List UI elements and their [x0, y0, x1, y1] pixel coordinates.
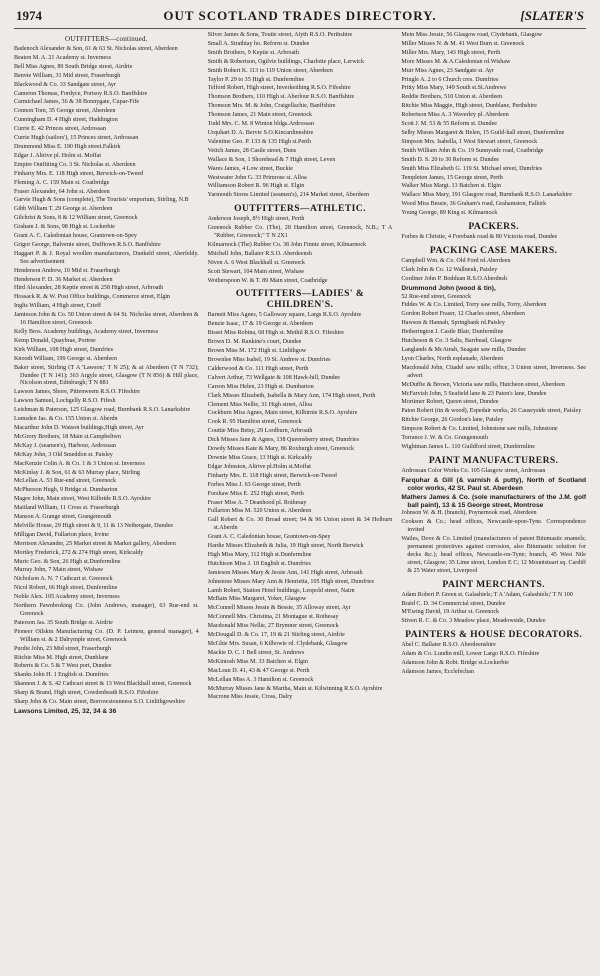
directory-entry: Pringle A. 2 to 6 Church cres. Dumfries: [401, 76, 499, 83]
directory-entry: Kilmarnock (The) Rubber Co. 38 John Finnie street, Kilmarnock: [207, 241, 367, 248]
directory-entry: Campbell Wm. & Co. Old Ford rd.Aberdeen: [401, 257, 511, 264]
directory-entry: Finharty Mrs. E. 118 High street, Berwick-on-Tweed: [207, 472, 337, 479]
directory-entry: Fraser Miss A. 7 Deanhood pl. Rothesay: [207, 499, 307, 506]
directory-entry: Macdonald John, Citadel saw mills; office, 3 Union street, Inverness. See advert: [401, 364, 587, 379]
directory-entry: Hetherington J. Castle Blair, Dunfermline: [401, 329, 504, 336]
directory-entry: High Miss Mary, 112 High st.Dunfermline: [207, 551, 312, 558]
directory-entry: Urquhart D. A. Bervie S.O.Kincardineshire: [207, 129, 314, 136]
directory-entry: Lawson James, Shore, Pittenweem R.S.O. Fifeshire: [14, 389, 140, 396]
directory-entry: Baker street, Stirling (T A 'Lawson;' T N 25); & at Aberdeen (T N 732); Dundee (T N 141); 363 Argyle street, Glasgow (T N 856) & Hill place, Nicolson street, Edinburgh; T N 881: [14, 364, 199, 387]
directory-entry: Badenoch Alexander & Son, 61 & 63 St. Nicholas street, Aberdeen: [14, 46, 178, 52]
directory-entry: Thomson James, 21 Main street, Greenock: [207, 112, 313, 119]
directory-entry: Jamieson John & Co. 50 Union street & 64 St. Nicholas street, Aberdeen & 16 Hamilton street, Greenock: [14, 312, 199, 327]
directory-entry: Kirk William, 108 High street, Dumfries: [14, 346, 113, 353]
section-heading: PAINTERS & HOUSE DECORATORS.: [405, 629, 583, 641]
directory-entry: Bisset Miss Robina, 68 High st. Methil R.S.O. Fifeshire: [207, 330, 344, 337]
directory-entry: Abel C. Ballater R.S.O. Aberdeenshire: [401, 642, 496, 649]
directory-entry: M'Ewing David, 19 Arthur st. Greenock: [401, 609, 500, 616]
directory-entry: MacKenzie Colin A. & Co. 1 & 3 Union st. Inverness: [14, 460, 145, 467]
directory-entry: Paton Robert (tin & wood), Espedair works, 26 Causeyside street, Paisley: [401, 408, 582, 415]
directory-entry: Milligan David, Fullarton place, Irvine: [14, 531, 109, 538]
directory-entry: Ritchie George, 26 Gordon's lane, Paisley: [401, 417, 504, 424]
directory-entry: McMurray Misses Jane & Martha, Main st. Kilwinning R.S.O. Ayrshire: [207, 685, 383, 692]
directory-entry: McDougall D. & Co. 17, 19 & 21 Stirling street, Airdrie: [207, 632, 345, 639]
directory-entry: Cameron Thomas, Fordyce, Portsoy R.S.O. Banffshire: [14, 90, 148, 97]
directory-entry: Henderson F. D. 36 Market st. Aberdeen: [14, 276, 113, 283]
directory-entry: Ritchie Miss M. High street, Dunblane: [14, 654, 109, 661]
directory-entry: Mortimer Robert, Queen street, Dundee: [401, 399, 499, 406]
directory-entry: Barnett Miss Agnes, 5 Galloway square, Largs R.S.O. Ayrshire: [207, 312, 362, 319]
directory-entry: Templeton James, 15 George street, Perth: [401, 174, 503, 181]
directory-entry: Wallace Miss Mary, 191 Glasgow road, Burnbank R.S.O. Lanarkshire: [401, 192, 572, 199]
directory-entry: Beaton M. A. 21 Academy st. Inverness: [14, 54, 111, 61]
directory-entry: Drummond Miss E. 190 High street.Falkirk: [14, 143, 121, 150]
directory-entry: McKay J. (seamen's), Harbour, Ardrossan: [14, 442, 116, 449]
directory-column: [14, 32, 199, 970]
directory-entry: Cook R. 95 Hamilton street, Greenock: [207, 419, 302, 426]
directory-entry: Clark Misses Elizabeth, Isabella & Mary Ann, 174 High street, Perth: [207, 392, 376, 399]
directory-column: [208, 32, 393, 970]
directory-entry: Edgar Johnston, Altrive pl.Holm st.Moffat: [207, 463, 311, 470]
directory-entry: Forbes & Christie, 4 Forebank road & 80 Victoria road, Dundee: [401, 234, 558, 241]
directory-entry: Gordon Robert Fraser, 12 Charles street, Aberdeen: [401, 311, 525, 318]
directory-entry: Muir Miss Agnes, 23 Sandgate st. Ayr: [401, 67, 494, 74]
directory-entry: Pritty Miss Mary, 149 South st.St.Andrews: [401, 85, 507, 92]
directory-entry: Sharp John & Co. Main street, Borrowstounness S.O. Linlithgowshire: [14, 699, 185, 706]
directory-entry: Adamson John & Robt. Bridge st.Lockerbie: [401, 660, 509, 667]
directory-entry: Graham J. & Sons, 98 High st. Lockerbie: [14, 224, 115, 231]
highlighted-entry: Lawsons Limited, 25, 32, 34 & 36: [14, 707, 117, 715]
directory-entry: McPherson Hugh, 9 Bridge st. Dumbarton: [14, 487, 118, 494]
directory-entry: Noble Alex. 105 Academy street, Inverness: [14, 594, 120, 601]
directory-entry: Small A. Strathtay ho. Reform st. Dundee: [207, 40, 310, 47]
directory-entry: Wailes, Dove & Co. Limited (manufacturers of patent Bitumastic enamels; permanent protectives against corrosion, also Bitumastic solution for decks &c.); head offices, Newcastle-on-Tyne; branch, 45 West Nile street, Glasgow; 35 Lime street, London E C; 12 Mountstuart sq. Cardiff & 25 Water street, Liverpool: [401, 536, 587, 574]
directory-entry: Fraser Alexander, 64 John st. Aberdeen: [14, 188, 110, 195]
directory-entry: McLellan A. 53 Rue-end street, Greenock: [14, 478, 117, 485]
directory-entry: Wotherspoon W. & T. 89 Main street, Coatbridge: [207, 277, 328, 284]
directory-entry: Maitland William, 11 Cross st. Fraserburgh: [14, 505, 120, 512]
section-heading: PAINT MERCHANTS.: [442, 578, 545, 590]
directory-entry: Reddie Brothers, 510 Union st. Aberdeen: [401, 94, 503, 101]
directory-entry: Johnson W. & H. (branch), Poynernook road, Aberdeen: [401, 510, 537, 517]
directory-entry: Clement Miss Nellie, 31 High street, Alloa: [207, 401, 312, 408]
section-heading: PAINT MANUFACTURERS.: [428, 454, 559, 466]
directory-entry: Grant A. C. Caledonian house, Grantown-on-Spey: [207, 534, 331, 541]
directory-entry: Mortley Frederick, 272 & 274 High street, Kirkcaldy: [14, 549, 144, 556]
directory-entry: Mackie D. C. 1 Bell street, St. Andrews: [207, 649, 305, 656]
directory-entry: Nicol Robert, 66 High street, Dunfermline: [14, 585, 118, 592]
directory-entry: Jamieson Misses Mary & Jessie Ann, 141 High street, Arbroath: [207, 569, 363, 576]
directory-entry: Selby Misses Margaret & Helen, 15 Guild-hall street, Dunfermline: [401, 129, 565, 136]
directory-entry: Hossack R. & W. Post Office buildings, Commerce street, Elgin: [14, 294, 171, 301]
directory-entry: Smith Miss Elizabeth G. 119 St. Michael street, Dumfries: [401, 165, 543, 172]
directory-entry: Wares James, 4 Low street, Buckie: [207, 165, 293, 172]
page-number: 1974: [16, 8, 42, 23]
directory-entry: Scott Stewart, 104 Main street, Wishaw: [207, 268, 305, 275]
directory-entry: Downie Miss Grace, 13 High st. Kirkcaldy: [207, 454, 313, 461]
directory-entry: Simpson Mrs. Isabella, 1 West Stewart street, Greenock: [401, 138, 538, 145]
directory-entry: Northern Pawnbroking Co. (John Andrews, manager), 63 Rue-end st. Greenock: [14, 603, 199, 617]
directory-entry: Grigor George, Balvenie street, Dufftown R.S.O. Banffshire: [14, 241, 161, 248]
directory-entry: Young George, 89 King st. Kilmarnock: [401, 210, 498, 217]
directory-entry: Miller Mrs. Mary, 143 High street, Perth: [401, 49, 501, 56]
directory-entry: Lyon Charles, North esplanade, Aberdeen: [401, 355, 504, 362]
directory-entry: Silver James & Sons, Toutie street, Alyth R.S.O. Perthshire: [207, 32, 353, 38]
directory-entry: Taylor P. 29 to 35 High st. Dunfermline: [207, 76, 305, 83]
directory-entry: Nicholson A. N. 7 Cathcart st. Greenock: [14, 576, 113, 583]
directory-entry: Brownlee Miss Isabel, 19 St. Andrew st. Dumfries: [207, 357, 331, 363]
directory-entry: Hutcheson & Co. 3 Salts, Barrhead, Glasgow: [401, 338, 512, 345]
directory-entry: Brown D. M. Rankine's court, Dundee: [207, 339, 302, 346]
directory-entry: Cookson & Co.; head offices, Newcastle-upon-Tyne. Correspondence invited: [401, 519, 587, 534]
directory-entry: Langlands & McAinsh, Seagate saw mills, Dundee: [401, 347, 526, 353]
section-heading: OUTFITTERS—ATHLETIC.: [234, 203, 366, 215]
directory-entry: Inglis William, 4 High street, Crieff: [14, 303, 102, 310]
section-heading: OUTFITTERS—continued.: [65, 35, 148, 43]
directory-entry: Dowdy Misses Kate & Mary, 86 Roxburgh street, Greenock: [207, 446, 355, 453]
directory-entry: McLellan Miss A. 3 Hamilton st. Greenock: [207, 676, 314, 683]
directory-entry: Greenock Rubber Co. (The), 28 Hamilton street, Greenock, N.B.; T A "Rubber, Greenock;" T N 2X1: [207, 225, 393, 240]
directory-entry: Braid C. D. 34 Commercial street, Dundee: [401, 600, 506, 607]
directory-entry: Macarthur John D. Watson buildings,High street, Ayr: [14, 424, 144, 431]
directory-entry: Mein Miss Jessie, 56 Glasgow road, Clydebank, Glasgow: [401, 32, 543, 38]
directory-entry: Sharp & Brand, High street, Cowdenbeath R.S.O. Fifeshire: [14, 690, 159, 697]
section-heading: PACKERS.: [468, 221, 520, 233]
directory-entry: Roberts & Co. 5 & 7 West port, Dundee: [14, 663, 112, 670]
directory-entry: Blackwood & Co. 33 Sandgate street, Ayr: [14, 81, 117, 88]
directory-entry: Lumsden Jas. & Co. 155 Union st. Aberdn: [14, 416, 118, 423]
directory-entry: Shanks John H. 1 English st. Dumfries: [14, 672, 109, 679]
directory-entry: Smith William John & Co. 19 Sunnyside road, Coatbridge: [401, 147, 544, 154]
directory-entry: Forbes Miss J. 63 George street, Perth: [207, 481, 301, 488]
directory-entry: Walker Miss Margt. 13 Batchen st. Elgin: [401, 183, 501, 190]
directory-entry: Cockburn Miss Agnes, Main street, Kilbirnie R.S.O. Ayrshire: [207, 410, 358, 417]
directory-entry: Kemp Donald, Quaybrae, Portree: [14, 337, 96, 344]
directory-entry: Robertson Miss A. 3 Waverley pl. Aberdeen: [401, 112, 509, 119]
directory-entry: Johnstone Misses Mary Ann & Henrietta, 105 High street, Dumfries: [207, 578, 375, 585]
directory-entry: Stiven R. C. & Co. 3 Meadow place, Meadowside, Dundee: [401, 618, 546, 625]
directory-entry: Haggart P. & J. Royal woollen manufacturers, Dunkeld street, Aberfeldy. See advertisement: [14, 250, 199, 265]
directory-entry: Currie E. 42 Princes street, Ardrossan: [14, 126, 106, 133]
directory-entry: Brown Miss M. 172 High st. Linlithgow: [207, 348, 307, 355]
directory-entry: Manson A. Grange street, Grangemouth: [14, 514, 112, 521]
directory-entry: Melville House, 29 High street & 9, 11 & 13 Nethergate, Dundee: [14, 522, 174, 529]
directory-entry: Kelly Bros. Academy buildings, Academy street, Inverness: [14, 329, 159, 335]
directory-entry: Smith Robert K. 113 to 119 Union street, Aberdeen: [207, 67, 333, 74]
directory-entry: Macdonald Miss Nellie, 27 Brymner street, Greenock: [207, 623, 339, 630]
directory-entry: Hird Alexander, 28 Keptie street & 258 High street, Arbroath: [14, 285, 164, 292]
directory-entry: Veitch James, 28 Castle street, Duns: [207, 147, 297, 154]
directory-entry: Knoodt William, 199 George st. Aberdeen: [14, 355, 117, 362]
directory-entry: Cordiner John P. Bodduan R.S.O.Aberdnsh: [401, 275, 507, 282]
directory-entry: McGhie Mrs. Susan, 6 Kilbowie rd. Clydebank, Glasgow: [207, 641, 348, 647]
directory-entry: Ardrossan Color Works Co. 105 Glasgow street, Ardrossan: [401, 467, 546, 474]
directory-entry: Lawson Samuel, Lochgelly R.S.O. Fifesh: [14, 398, 116, 405]
directory-entry: Paterson Jas. 35 South Bridge st. Airdrie: [14, 619, 113, 626]
directory-entry: Morrison Alexander, 25 Market street & Market gallery, Aberdeen: [14, 540, 176, 547]
directory-entry: Hardie Misses Elizabeth & Julia, 19 High street, North Berwick: [207, 543, 364, 550]
directory-entry: Smith & Robertson, Ogilvie buildings, Charlotte place, Lerwick: [207, 58, 365, 65]
directory-entry: Benzie Isaac, 17 & 19 George st. Aberdeen: [207, 321, 313, 328]
directory-entry: Scott J. M. 53 & 55 Reform st. Dundee: [401, 121, 497, 128]
section-heading: PACKING CASE MAKERS.: [429, 244, 558, 256]
directory-entry: 52 Rue-end street, Greenock: [401, 293, 472, 300]
directory-entry: Gibb William T. 29 George st. Aberdeen: [14, 206, 113, 213]
directory-entry: Macrone Miss Jessie, Cross, Dalry: [207, 694, 293, 701]
directory-entry: McKintosh Miss M. 33 Batchen st. Elgin: [207, 658, 308, 665]
directory-entry: Grant A. C. Caledonian house, Grantown-on-Spey: [14, 233, 137, 240]
directory-entry: Calvert Arthur, 73 Wellgate & 108 Hawk-hill, Dundee: [207, 374, 341, 381]
directory-entry: Ritchie Miss Maggie, High street, Dunblane, Perthshire: [401, 103, 537, 110]
directory-entry: Empire Outfitting Co. 3 St. Nicholas st. Aberdeen: [14, 161, 136, 168]
highlighted-entry: Mathers James & Co. (sole manufacturers of the J.M. golf ball paint), 13 & 15 George street, Montrose: [401, 493, 587, 509]
directory-entry: Benvie William, 31 Mid street, Fraserburgh: [14, 72, 121, 79]
directory-entry: McKay John, 3 Old Smeddon st. Paisley: [14, 451, 113, 458]
directory-entry: Dick Misses Jane & Agnes, 138 Queensberry street, Dumfries: [207, 437, 359, 444]
directory-entry: Carson Miss Helen, 23 High st. Dumbarton: [207, 383, 314, 390]
directory-entry: McConnell Mrs. Christina, 21 Montague st. Rothesay: [207, 614, 339, 621]
directory-entry: Gall Robert & Co. 30 Broad street; 94 & 96 Union street & 34 Holburn st.Aberdn: [207, 517, 393, 532]
directory-entry: Clark John & Co. 12 Wallneuk, Paisley: [401, 266, 498, 273]
directory-entry: Smith Brothers, 9 Keptie st. Arbroath: [207, 49, 299, 56]
directory-entry: Bell Miss Agnes, 89 South Bridge street, Airdrie: [14, 63, 133, 70]
directory-entry: Wightman James L. 110 Guildford street, Dunfermline: [401, 443, 535, 450]
directory-entry: McGrory Brothers, 18 Main st.Campbeltwn: [14, 433, 121, 440]
directory-entry: Todd Mrs. C. M. 8 Winton bldgs.Ardrossan: [207, 121, 314, 128]
directory-entry: Anderson Joseph, 8½ High street, Perth: [207, 216, 305, 223]
directory-entry: McBain Miss Margaret, Yoker, Glasgow: [207, 596, 307, 603]
directory-entry: McKinlay J. & Son, 61 & 63 Murray place, Stirling: [14, 469, 140, 476]
directory-column: [401, 32, 586, 970]
page-header: [14, 8, 586, 29]
directory-entry: Adam Robert P. Green st. Galashiels; T A 'Adam, Galashiels;' T N 100: [401, 591, 573, 598]
directory-entry: Muric Geo. & Son, 26 High st.Dunfermline: [14, 558, 121, 565]
directory-entry: Williamson Robert R. 96 High st. Elgin: [207, 183, 305, 190]
directory-entry: Hawson & Hannah, Springbank rd.Paisley: [401, 320, 505, 327]
directory-entry: Torrance J. W. & Co. Grangemouth: [401, 435, 488, 442]
directory-entry: Wood Miss Bessie, 36 Graham's road, Grahamston, Falkirk: [401, 201, 547, 208]
directory-entry: Gilchrist & Sons, 8 & 12 William street, Greenock: [14, 215, 138, 222]
directory-entry: Calderwood & Co. 111 High street, Perth: [207, 365, 309, 372]
directory-entry: Mitchell John, Ballater R.S.O. Aberdeensh: [207, 250, 312, 257]
directory-entry: Simpson Robert & Co. Limited, Johnstone saw mills, Johnstone: [401, 426, 558, 433]
directory-entry: Leishman & Paterson, 125 Glasgow road, Burnbank R.S.O. Lanarkshire: [14, 407, 191, 414]
directory-entry: Cunningham D. 4 High street, Haddington: [14, 117, 118, 124]
directory-entry: Shannon J. & S. 42 Cathcart street & 13 West Blackhall street, Greenock: [14, 681, 192, 688]
directory-entry: Finharty Mrs. E. 118 High street, Berwick-on-Tweed: [14, 170, 144, 177]
directory-entry: Henderson Andrew, 10 Mid st. Fraserburgh: [14, 267, 120, 274]
directory-entry: Purdie John, 23 Mid street, Fraserburgh: [14, 645, 111, 652]
directory-entry: Pioneer Oilskin Manufacturing Co. (D. P. Leimon, general manager), 4 William st. & 2 Dalrymple street, Greenock: [14, 628, 199, 643]
directory-entry: More Misses M. & A.Caledonian rd.Wishaw: [401, 58, 511, 65]
directory-entry: Smith D. S. 20 to 30 Reform st. Dundee: [401, 156, 500, 163]
directory-entry: Valentine Geo. P. 133 & 135 High st.Perth: [207, 138, 311, 145]
directory-entry: Lamb Robert, Station Hotel buildings, Leopold street, Nairn: [207, 587, 355, 594]
directory-entry: Adam & Co. Lundin mill, Lower Largo R.S.O. Fifeshire: [401, 651, 540, 658]
directory-entry: Carmichael James, 36 & 38 Bonnygate, Cupar-Fife: [14, 99, 140, 106]
publisher-mark: [SLATER'S: [520, 8, 584, 23]
directory-entry: Adamson James, Ecclefechan: [401, 669, 474, 675]
directory-entry: Miller Misses N. & M. 41 West Burn st. Greenock: [401, 40, 525, 47]
columns-container: [14, 32, 586, 970]
directory-entry: Couttie Miss Betsy, 29 Lordburn, Arbroath: [207, 428, 313, 435]
directory-entry: MacLean D. 41, 43 & 47 George st. Perth: [207, 667, 310, 674]
directory-entry: Thomson Mrs. M. & John, Craigellachie, Banffshire: [207, 103, 336, 110]
directory-entry: Telford Robert, High street, Inverkeithing R.S.O. Fifeshire: [207, 85, 351, 92]
directory-entry: Edgar J. Altrive pl. Holm st. Moffat: [14, 152, 102, 159]
directory-entry: Wallace & Son, 1 Shorehead & 7 High street, Leven: [207, 156, 336, 163]
directory-entry: Connon Tom, 35 George street, Aberdeen: [14, 108, 116, 115]
page-title: OUT SCOTLAND TRADES DIRECTORY.: [163, 8, 437, 23]
directory-entry: McDuffie & Brown, Victoria saw mills, Hutcheon street, Aberdeen: [401, 381, 565, 388]
directory-entry: McConnell Misses Jessie & Bessie, 35 Alloway street, Ayr: [207, 605, 351, 612]
directory-entry: Fiddes W. & Co. Limited, Torry saw mills, Torry, Aberdeen: [401, 302, 547, 309]
highlighted-entry: Farquhar & Gill (& varnish & putty), North of Scotland color works, 42 St. Paul st. Aberdeen: [401, 476, 587, 492]
directory-entry: Murray John, 7 Main street, Wishaw: [14, 567, 104, 574]
directory-entry: Westwater John G. 33 Primrose st. Alloa: [207, 174, 307, 181]
directory-entry: Forshaw Miss E. 252 High street, Perth: [207, 490, 304, 497]
directory-entry: Hutchison Miss J. 18 English st. Dumfries: [207, 560, 311, 567]
directory-entry: McFarvish John, 5 Seafield lane & 23 Paton's lane, Dundee: [401, 390, 547, 397]
directory-entry: Currie Hugh (sailors'), 15 Princes street, Ardrossan: [14, 135, 139, 142]
directory-entry: Yarmouth Stores Limited (seamen's), 214 Market street, Aberdeen: [207, 192, 370, 199]
directory-entry: Magee John, Main street, West Kilbride R.S.O. Ayrshire: [14, 496, 151, 503]
highlighted-entry: Drummond John (wood & tin),: [401, 284, 496, 292]
directory-entry: Thomson Brothers, 110 High st. Aberlour R.S.O. Banffshire: [207, 94, 355, 101]
section-heading: OUTFITTERS—LADIES' & CHILDREN'S.: [235, 288, 365, 311]
directory-entry: Garvie Hugh & Sons (complete), The Tourists' emporium, Stirling, N.B: [14, 197, 189, 204]
directory-entry: Niven A. 6 West Blackhall st. Greenock: [207, 259, 305, 266]
directory-entry: Fullarton Miss M. 520 Union st. Aberdeen: [207, 508, 312, 515]
directory-entry: Fleming A. C. 159 Main st. Coatbridge: [14, 179, 110, 186]
